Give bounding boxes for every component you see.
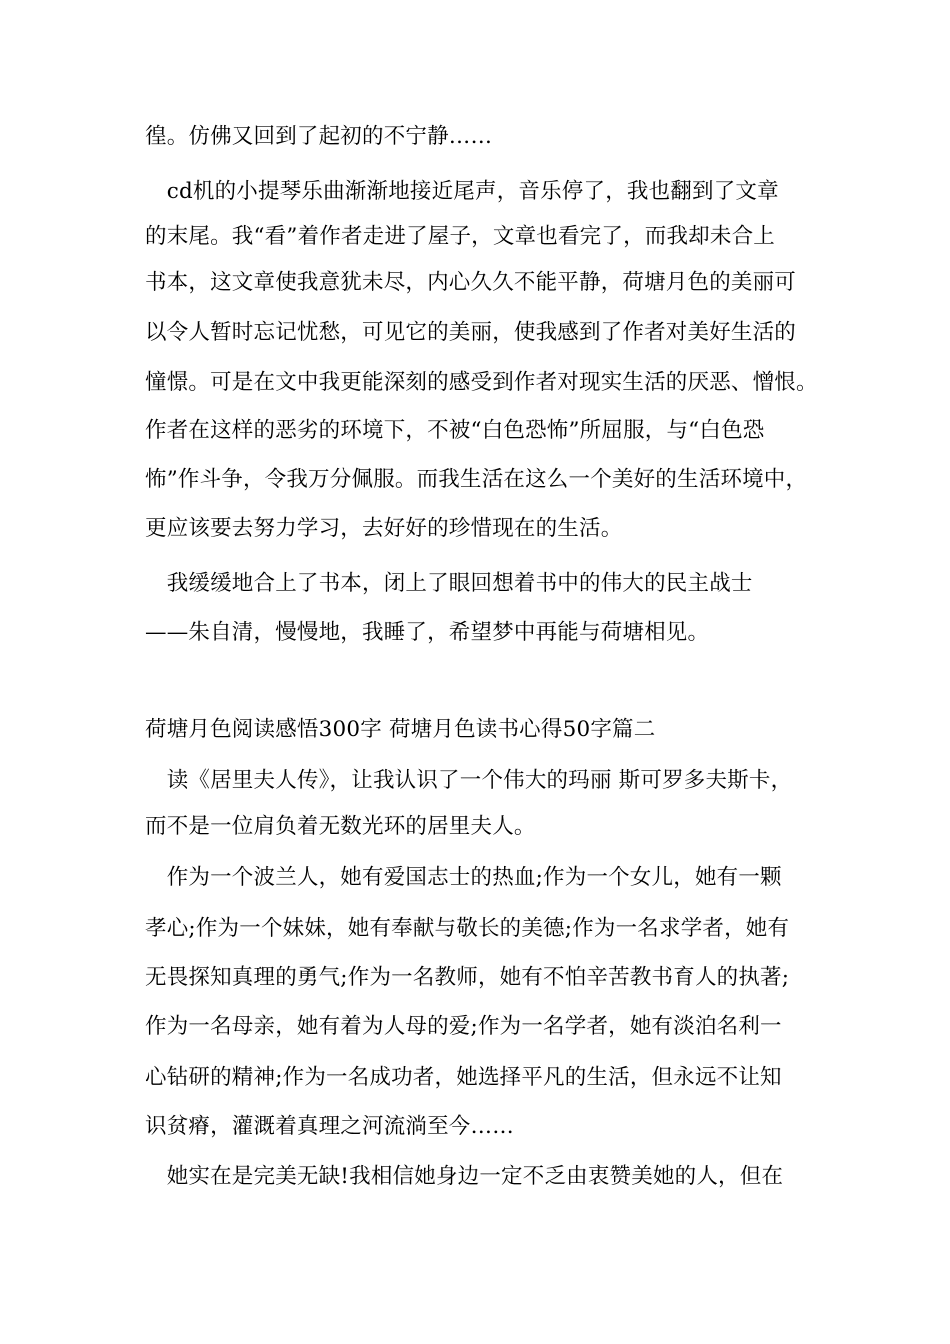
text-line: 的末尾。我“看”着作者走进了屋子，文章也看完了，而我却未合上 <box>145 224 775 249</box>
text-line: 而不是一位肩负着无数光环的居里夫人。 <box>145 814 536 839</box>
text-line: 以令人暂时忘记忧愁，可见它的美丽，使我感到了作者对美好生活的 <box>145 320 797 345</box>
text-line: 无畏探知真理的勇气;作为一名教师，她有不怕辛苦教书育人的执著; <box>145 965 790 990</box>
text-line: 徨。仿佛又回到了起初的不宁静…… <box>145 124 493 149</box>
text-line: ——朱自清，慢慢地，我睡了，希望梦中再能与荷塘相见。 <box>145 620 710 645</box>
paragraph-start-line: 作为一个波兰人，她有爱国志士的热血;作为一个女儿，她有一颗 <box>145 865 782 890</box>
paragraph-start-line: 读《居里夫人传》，让我认识了一个伟大的玛丽 斯可罗多夫斯卡， <box>145 768 793 793</box>
paragraph-start-line: 我缓缓地合上了书本，闭上了眼回想着书中的伟大的民主战士 <box>145 571 753 596</box>
section-heading: 荷塘月色阅读感悟300字 荷塘月色读书心得50字篇二 <box>145 717 656 742</box>
text-line: 更应该要去努力学习，去好好的珍惜现在的生活。 <box>145 516 623 541</box>
text-line: 怖”作斗争，令我万分佩服。而我生活在这么一个美好的生活环境中， <box>145 467 808 492</box>
text-line: 书本，这文章使我意犹未尽，内心久久不能平静，荷塘月色的美丽可 <box>145 270 797 295</box>
text-line: 孝心;作为一个妹妹，她有奉献与敬长的美德;作为一名求学者，她有 <box>145 916 790 941</box>
text-line: 识贫瘠，灌溉着真理之河流淌至今…… <box>145 1114 514 1139</box>
text-line: 作者在这样的恶劣的环境下，不被“白色恐怖”所屈服，与“白色恐 <box>145 418 765 443</box>
text-line: 作为一名母亲，她有着为人母的爱;作为一名学者，她有淡泊名利一 <box>145 1014 782 1039</box>
paragraph-start-line: 她实在是完美无缺!我相信她身边一定不乏由衷赞美她的人，但在 <box>145 1164 784 1189</box>
paragraph-start-line: cd机的小提琴乐曲渐渐地接近尾声，音乐停了，我也翻到了文章 <box>145 179 779 204</box>
text-line: 憧憬。可是在文中我更能深刻的感受到作者对现实生活的厌恶、憎恨。 <box>145 370 818 395</box>
text-line: 心钻研的精神;作为一名成功者，她选择平凡的生活，但永远不让知 <box>145 1065 782 1090</box>
